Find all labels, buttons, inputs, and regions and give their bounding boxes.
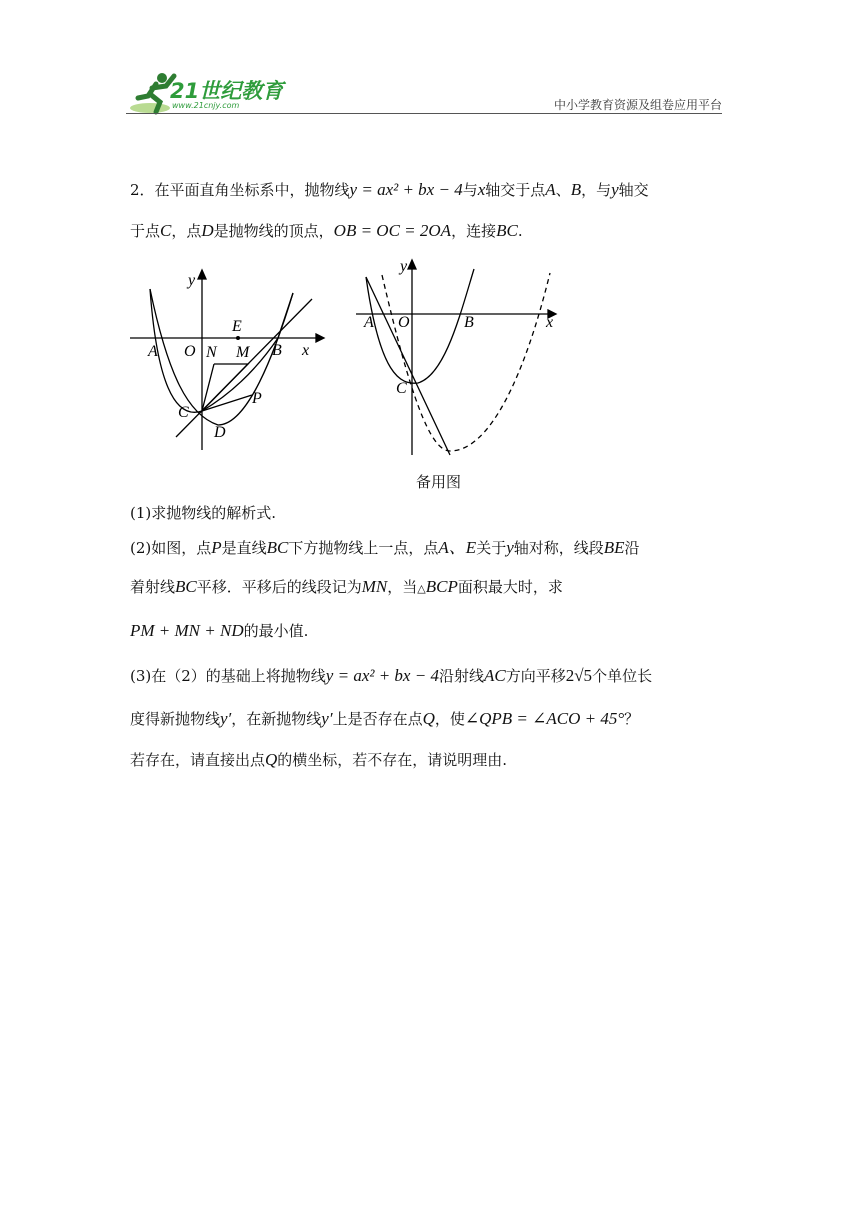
fig2-label-y: y [400, 258, 408, 275]
figure-main [128, 265, 328, 455]
platform-title: 中小学教育资源及组卷应用平台 [553, 98, 722, 112]
part-3-line-3: 若存在，请直接出点Q的横坐标，若不存在，请说明理由. [130, 750, 508, 769]
fig1-label-D: D [214, 424, 226, 441]
fig1-label-y: y [188, 272, 196, 289]
fig1-label-M: M [236, 344, 250, 361]
logo-text: 21世纪教育 [170, 79, 284, 103]
part-3-line-2: 度得新抛物线y′，在新抛物线y′上是否存在点Q，使∠QPB = ∠ACO + 45°？ [130, 709, 640, 728]
fig2-label-C: C [396, 380, 407, 397]
fig1-label-B: B [272, 342, 282, 359]
figure-backup [350, 255, 565, 465]
fig2-label-B: B [464, 314, 474, 331]
fig1-label-O: O [184, 343, 196, 360]
part-3-line-1: (3)在（2）的基础上将抛物线y = ax² + bx − 4沿射线AC方向平移2√5个单位长 [130, 666, 653, 685]
header-divider [126, 113, 722, 114]
part-2-line-2: 着射线BC平移．平移后的线段记为MN，当△BCP面积最大时，求 [130, 577, 563, 596]
fig2-label-x: x [546, 314, 554, 331]
fig1-label-A: A [148, 343, 158, 360]
fig1-label-C: C [178, 404, 189, 421]
fig2-label-O: O [398, 314, 410, 331]
fig1-label-P: P [252, 390, 262, 407]
fig2-label-A: A [364, 314, 374, 331]
part-1: (1)求抛物线的解析式. [130, 504, 277, 522]
problem-line-1: 2．在平面直角坐标系中，抛物线y = ax² + bx − 4与x轴交于点A、B，与y轴交 [130, 180, 649, 199]
fig1-label-E: E [232, 318, 242, 335]
figure-caption: 备用图 [416, 473, 462, 491]
fig1-label-x: x [302, 342, 310, 359]
part-2-line-3: PM + MN + ND的最小值. [130, 621, 309, 640]
part-2-line-1: (2)如图，点P是直线BC下方抛物线上一点，点A、E关于y轴对称，线段BE沿 [130, 538, 640, 557]
logo-url: www.21cnjy.com [172, 101, 240, 110]
problem-line-2: 于点C，点D是抛物线的顶点，OB = OC = 2OA，连接BC. [130, 221, 523, 240]
fig1-label-N: N [206, 344, 217, 361]
